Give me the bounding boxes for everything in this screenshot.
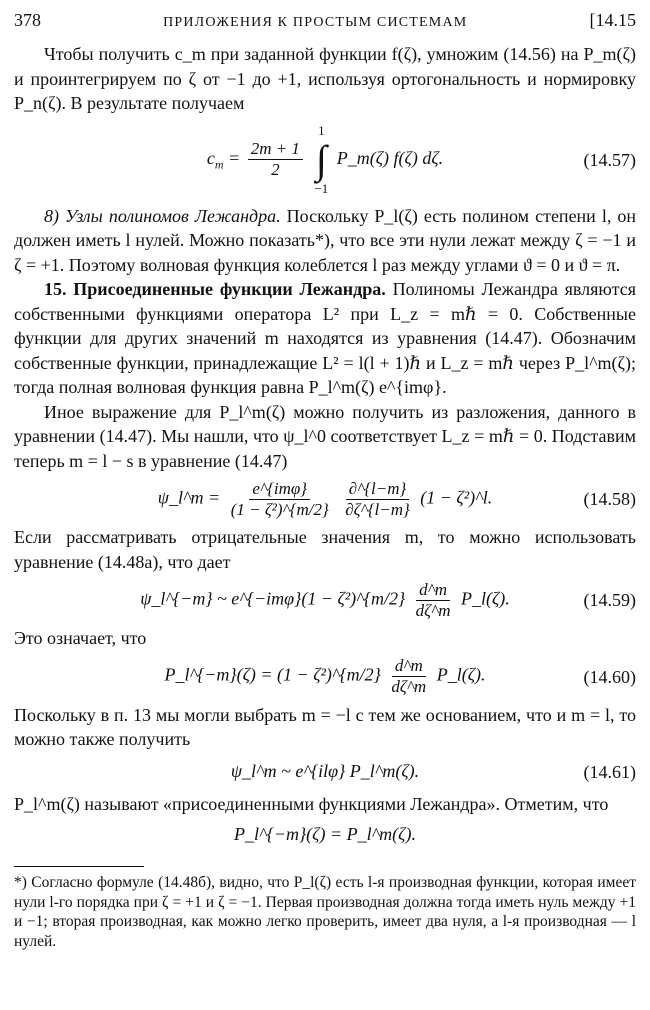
equation-number: (14.60) — [583, 666, 636, 687]
paragraph-2: 8) Узлы полиномов Лежандра. Поскольку P_l(ζ) есть полином степени l, он должен иметь l нулей. Можно показать*), что все эти нули лежат между ζ = −1 и ζ = +1. Поэтому волновая функция колеблется l раз между углами ϑ = 0 и ϑ = π. — [14, 205, 636, 275]
equation-14-61: ψ_l^m ~ e^{ilφ} P_l^m(ζ). (14.61) — [14, 752, 636, 792]
paragraph-4: Иное выражение для P_l^m(ζ) можно получить из разложения, данного в уравнении (14.47). Мы нашли, что ψ_l^0 соответствует L_z = mℏ = 0. Подставим теперь m = l − s в уравнение (14.47) — [14, 401, 636, 471]
subsection-heading: 8) Узлы полиномов Лежандра. — [44, 205, 281, 226]
paragraph-1: Чтобы получить c_m при заданной функции f(ζ), умножим (14.56) на P_m(ζ) и проинтегрируем по ζ от −1 до +1, используя ортогональность и нормировку P_n(ζ). В результате получаем — [14, 44, 636, 113]
running-title: ПРИЛОЖЕНИЯ К ПРОСТЫМ СИСТЕМАМ — [163, 15, 468, 30]
equation-number: (14.59) — [583, 589, 636, 610]
footnote-divider — [14, 866, 144, 867]
footnote: *) Согласно формуле (14.48б), видно, что P_l(ζ) есть l-я производная функции, которая имеет нули l-го порядка при ζ = +1 и ζ = −1. Первая производная должна тогда иметь нуль между +1 и −1; вторая производная, как можно легко проверить, имеет два нуля, а l-я производная — l нулей. — [14, 874, 636, 950]
section-ref: [14.15 — [589, 10, 636, 30]
integral-sign: 1 ∫ −1 — [314, 122, 329, 196]
equation-14-57 — [14, 116, 636, 204]
paragraph-7: Поскольку в п. 13 мы могли выбрать m = −l с тем же основанием, что и m = l, то можно также получить — [14, 704, 636, 749]
equation-number: (14.57) — [583, 149, 636, 170]
equation-14-60: P_l^{−m}(ζ) = (1 − ζ²)^{m/2} $\frac{d\^{}m}{d\zeta\^{}m}$ P_l(ζ). (14.60) — [164, 656, 636, 696]
equation-number: (14.61) — [583, 761, 636, 782]
paragraph-5: Если рассматривать отрицательные значения m, то можно использовать уравнение (14.48а), что дает — [14, 527, 636, 572]
equation-14-58: ψ_l^m = $\frac{\text{e\textasciicircum{}\{imφ\}}}{\text{(1 − ζ²)\textasciicircum{}\{m/2\}}}$ $\frac{\partial\^{}\{l-m\}}{\partial\zeta\^{}\{l-m\}}$ (1 − ζ²)^l. (14.58) — [157, 478, 636, 519]
page-header — [14, 8, 636, 38]
equation-14-57-body: $c_m$ = $\frac{2m + 1}{2}$ 1 ∫ −1 P_m(ζ) f(ζ) dζ. — [206, 122, 444, 196]
equation-14-59: ψ_l^{−m} ~ e^{−imφ}(1 − ζ²)^{m/2} $\frac{d\^{}m}{d\zeta\^{}m}$ P_l(ζ). (14.59) — [140, 579, 636, 620]
paragraph-3: 15. Присоединенные функции Лежандра. Полиномы Лежандра являются собственными функциями оператора L² при L_z = mℏ = 0. Собственные функции для других значений m находятся из уравнения (14.47). Обозначим собственные функции, принадлежащие L² = l(l + 1)ℏ и L_z = mℏ через P_l^m(ζ); тогда полная волновая функция равна P_l^m(ζ) e^{imφ}. — [14, 279, 636, 397]
paragraph-8: P_l^m(ζ) называют «присоединенными функциями Лежандра». Отметим, что — [14, 793, 609, 814]
fraction: $\frac{2m + 1}{2}$ — [248, 139, 303, 180]
equation-number: (14.58) — [583, 488, 636, 509]
paragraph-6: Это означает, что — [14, 628, 147, 648]
equation-unnumbered: P_l^{−m}(ζ) = P_l^m(ζ). — [234, 823, 416, 844]
page-number: 378 — [14, 10, 41, 30]
section-heading: 15. Присоединенные функции Лежандра. — [44, 279, 386, 299]
